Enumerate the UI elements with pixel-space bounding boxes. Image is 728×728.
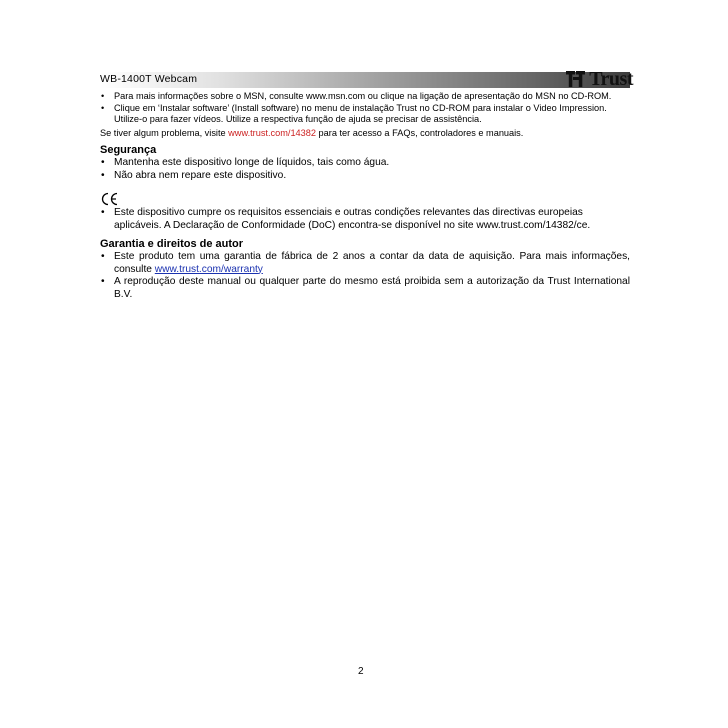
warranty-heading: Garantia e direitos de autor: [100, 238, 244, 250]
compliance-text: Este dispositivo cumpre os requisitos essenciais e outras condições relevantes das directivas europeias aplicáveis. A Declaração de Conformidade (DoC) encontra-se disponível no site www.trust.com/14382/ce.: [114, 207, 591, 231]
bullet-icon: •: [101, 207, 105, 218]
support-link[interactable]: www.trust.com/14382: [228, 127, 316, 138]
list-item: [100, 276, 630, 301]
list-item: [100, 251, 630, 276]
trust-logo-icon: [566, 69, 588, 89]
ce-mark-icon: [100, 192, 120, 206]
copyright-text: A reprodução deste manual ou qualquer parte do mesmo está proibida sem a autorização da Trust International B.V.: [114, 276, 630, 300]
bullet-icon: •: [101, 102, 105, 113]
trust-logo: [566, 68, 633, 90]
page-number: 2: [358, 666, 364, 677]
install-software-text: Clique em ‘Instalar software’ (Install software) no menu de instalação Trust no CD-ROM para instalar o Video Impression. Utilize-o para fazer vídeos. Utilize a respectiva função de ajuda se precisar de assistência.: [114, 102, 607, 124]
bullet-icon: •: [101, 169, 105, 181]
safety-list: [100, 157, 630, 182]
bullet-icon: •: [101, 91, 105, 101]
list-item: [100, 157, 630, 170]
warranty-list: [100, 251, 630, 301]
document-page: [100, 68, 633, 301]
support-line: [100, 128, 630, 140]
msn-info-text: Para mais informações sobre o MSN, consulte www.msn.com ou clique na ligação de apresentação do MSN no CD-ROM.: [114, 91, 612, 101]
support-prefix: Se tiver algum problema, visite: [100, 127, 229, 138]
list-item: [100, 170, 630, 183]
safety-heading: Segurança: [100, 144, 157, 156]
header-bar: [100, 68, 633, 90]
warranty-link[interactable]: www.trust.com/warranty: [154, 263, 263, 275]
trust-logo-text: Trust: [589, 68, 633, 90]
support-suffix: para ter acesso a FAQs, controladores e manuais.: [316, 127, 524, 138]
bullet-icon: •: [101, 276, 105, 287]
safety-item-repair: Não abra nem repare este dispositivo.: [114, 169, 287, 181]
product-title: WB-1400T Webcam: [100, 73, 198, 85]
list-item: [100, 103, 630, 126]
safety-item-liquids: Mantenha este dispositivo longe de líquidos, tais como água.: [114, 157, 390, 168]
list-item: [100, 207, 630, 232]
compliance-list: [100, 207, 630, 232]
bullet-icon: •: [101, 251, 105, 262]
bullet-icon: •: [101, 157, 105, 168]
intro-list: [100, 91, 630, 126]
list-item: [100, 91, 630, 103]
warranty-text: Este produto tem uma garantia de fábrica de 2 anos a contar da data de aquisição. Para mais informações, consulte: [114, 251, 630, 275]
